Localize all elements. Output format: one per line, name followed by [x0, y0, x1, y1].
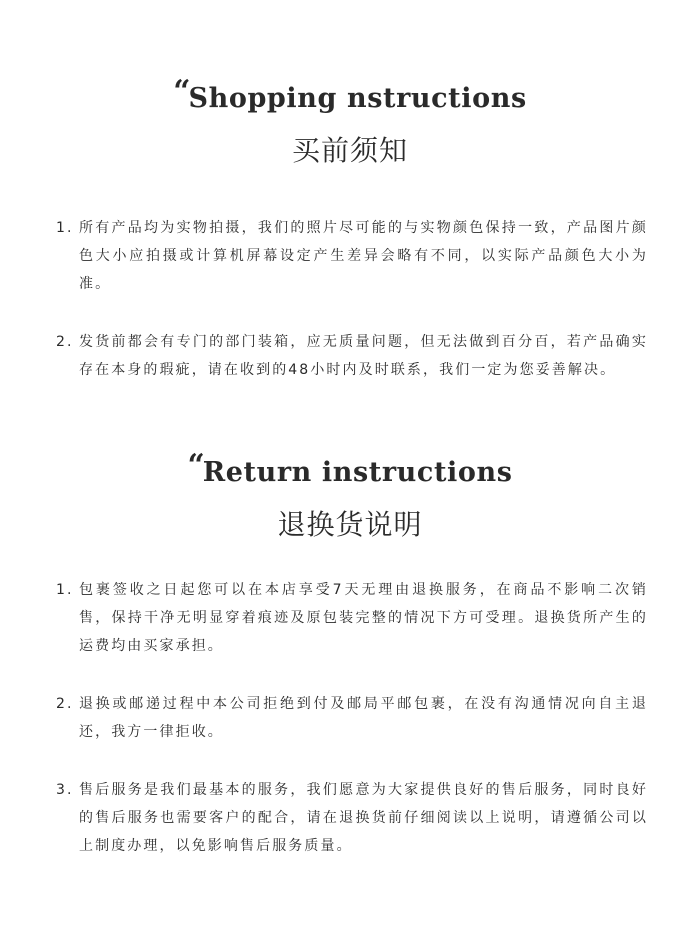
shopping-heading-en — [0, 74, 700, 119]
list-item-text: 所有产品均为实物拍摄，我们的照片尽可能的与实物颜色保持一致，产品图片颜色大小应拍摄或计算机屏幕设定产生差异会略有不同，以实际产品颜色大小为准。 — [79, 220, 648, 292]
list-item — [56, 576, 648, 660]
list-item-text: 售后服务是我们最基本的服务，我们愿意为大家提供良好的售后服务，同时良好的售后服务也需要客户的配合，请在退换货前仔细阅读以上说明，请遵循公司以上制度办理，以免影响售后服务质量。 — [79, 782, 648, 854]
quote-mark-icon: “ — [187, 448, 203, 483]
return-heading-en — [0, 448, 700, 493]
list-item-number: 1. — [56, 220, 74, 236]
list-item — [56, 328, 648, 384]
list-item-text: 发货前都会有专门的部门装箱，应无质量问题，但无法做到百分百，若产品确实存在本身的瑕疵，请在收到的48小时内及时联系，我们一定为您妥善解决。 — [79, 334, 648, 378]
shopping-title-en: Shopping nstructions — [188, 83, 527, 114]
list-item-number: 1. — [56, 582, 74, 598]
list-item-number: 3. — [56, 782, 74, 798]
list-item — [56, 690, 648, 746]
list-item-number: 2. — [56, 696, 74, 712]
list-item-text: 退换或邮递过程中本公司拒绝到付及邮局平邮包裹，在没有沟通情况向自主退还，我方一律拒收。 — [79, 696, 648, 740]
return-instructions-list — [56, 576, 648, 860]
shopping-instructions-section — [0, 74, 700, 378]
shopping-title-zh: 买前须知 — [291, 134, 408, 167]
list-item-text: 包裹签收之日起您可以在本店享受7天无理由退换服务，在商品不影响二次销售，保持干净无明显穿着痕迹及原包装完整的情况下方可受理。退换货所产生的运费均由买家承担。 — [79, 582, 648, 654]
list-item-number: 2. — [56, 334, 74, 350]
list-item — [56, 776, 648, 860]
list-item — [56, 214, 648, 298]
return-instructions-section — [0, 448, 700, 854]
shopping-instructions-list — [56, 214, 648, 384]
return-title-en: Return instructions — [202, 457, 513, 488]
quote-mark-icon: “ — [173, 74, 189, 109]
return-title-zh: 退换货说明 — [277, 508, 423, 541]
